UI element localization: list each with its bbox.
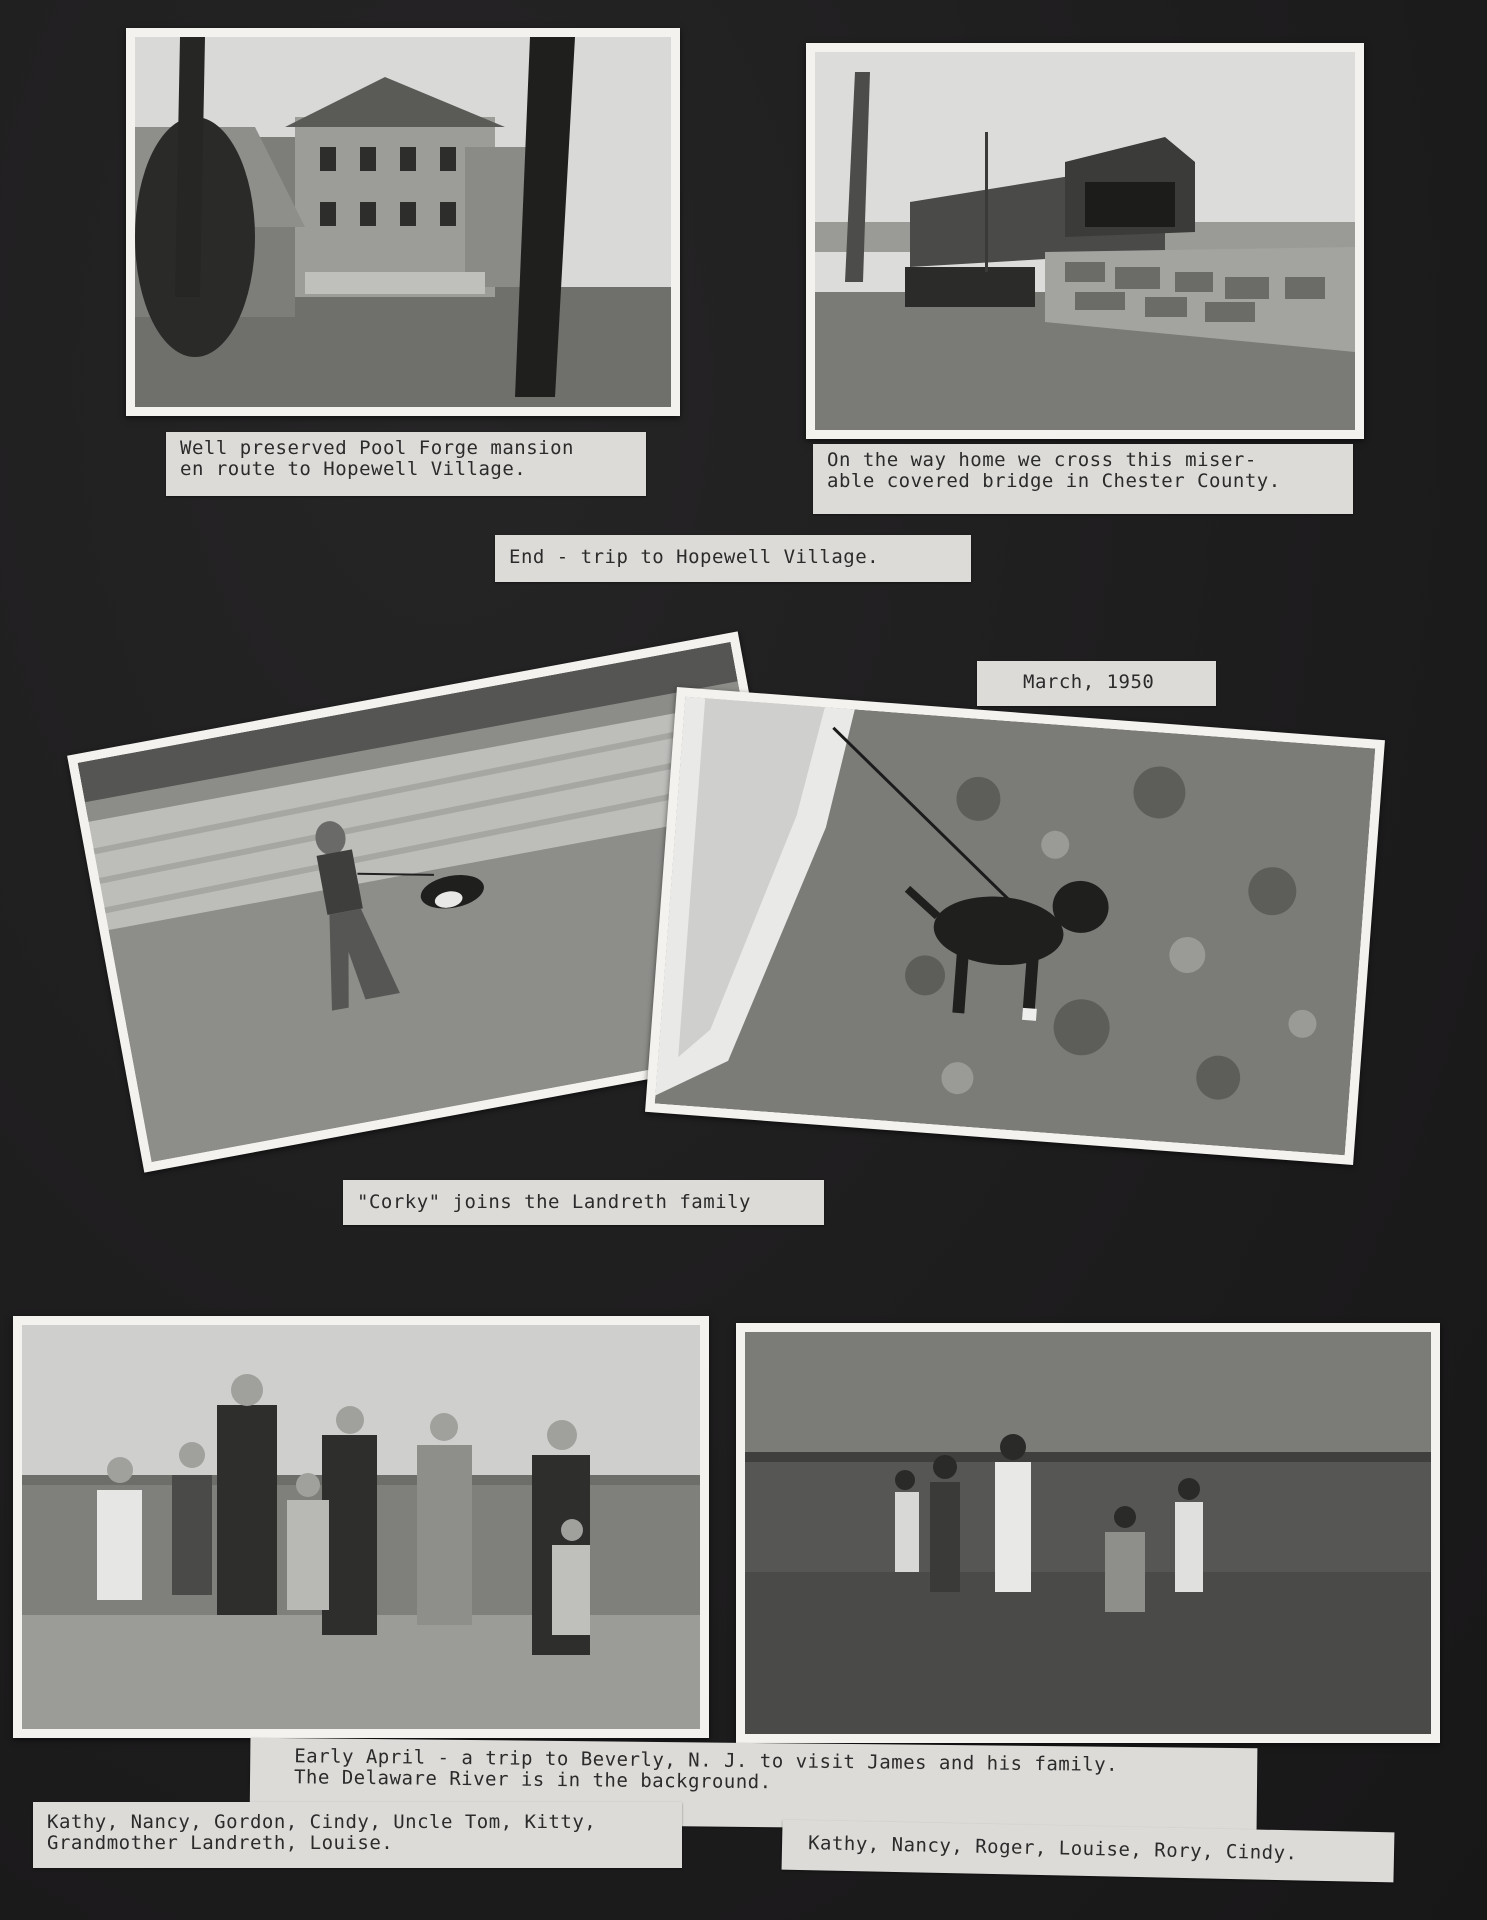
photo-covered-bridge <box>806 43 1364 439</box>
photo-family-group-beverly <box>13 1316 709 1738</box>
photo-children-ring-game <box>736 1323 1440 1743</box>
family-group-image <box>22 1325 700 1729</box>
caption-end-trip: End - trip to Hopewell Village. <box>495 535 971 582</box>
caption-corky: "Corky" joins the Landreth family <box>343 1180 824 1225</box>
caption-covered-bridge: On the way home we cross this miser- able covered bridge in Chester County. <box>813 444 1353 514</box>
caption-group-left-names: Kathy, Nancy, Gordon, Cindy, Uncle Tom, Kitty, Grandmother Landreth, Louise. <box>33 1802 682 1868</box>
photo-puppy-corky <box>645 687 1385 1165</box>
mansion-image <box>135 37 671 407</box>
children-ring-image <box>745 1332 1431 1734</box>
caption-pool-forge: Well preserved Pool Forge mansion en route to Hopewell Village. <box>166 432 646 496</box>
caption-beverly-trip: Early April - a trip to Beverly, N. J. to visit James and his family. The Delaware River is in the background. <box>250 1738 1258 1833</box>
bridge-image <box>815 52 1355 430</box>
photo-pool-forge-mansion <box>126 28 680 416</box>
puppy-image <box>655 697 1376 1156</box>
caption-group-right-names: Kathy, Nancy, Roger, Louise, Rory, Cindy. <box>782 1820 1395 1883</box>
caption-march-1950: March, 1950 <box>977 661 1216 706</box>
